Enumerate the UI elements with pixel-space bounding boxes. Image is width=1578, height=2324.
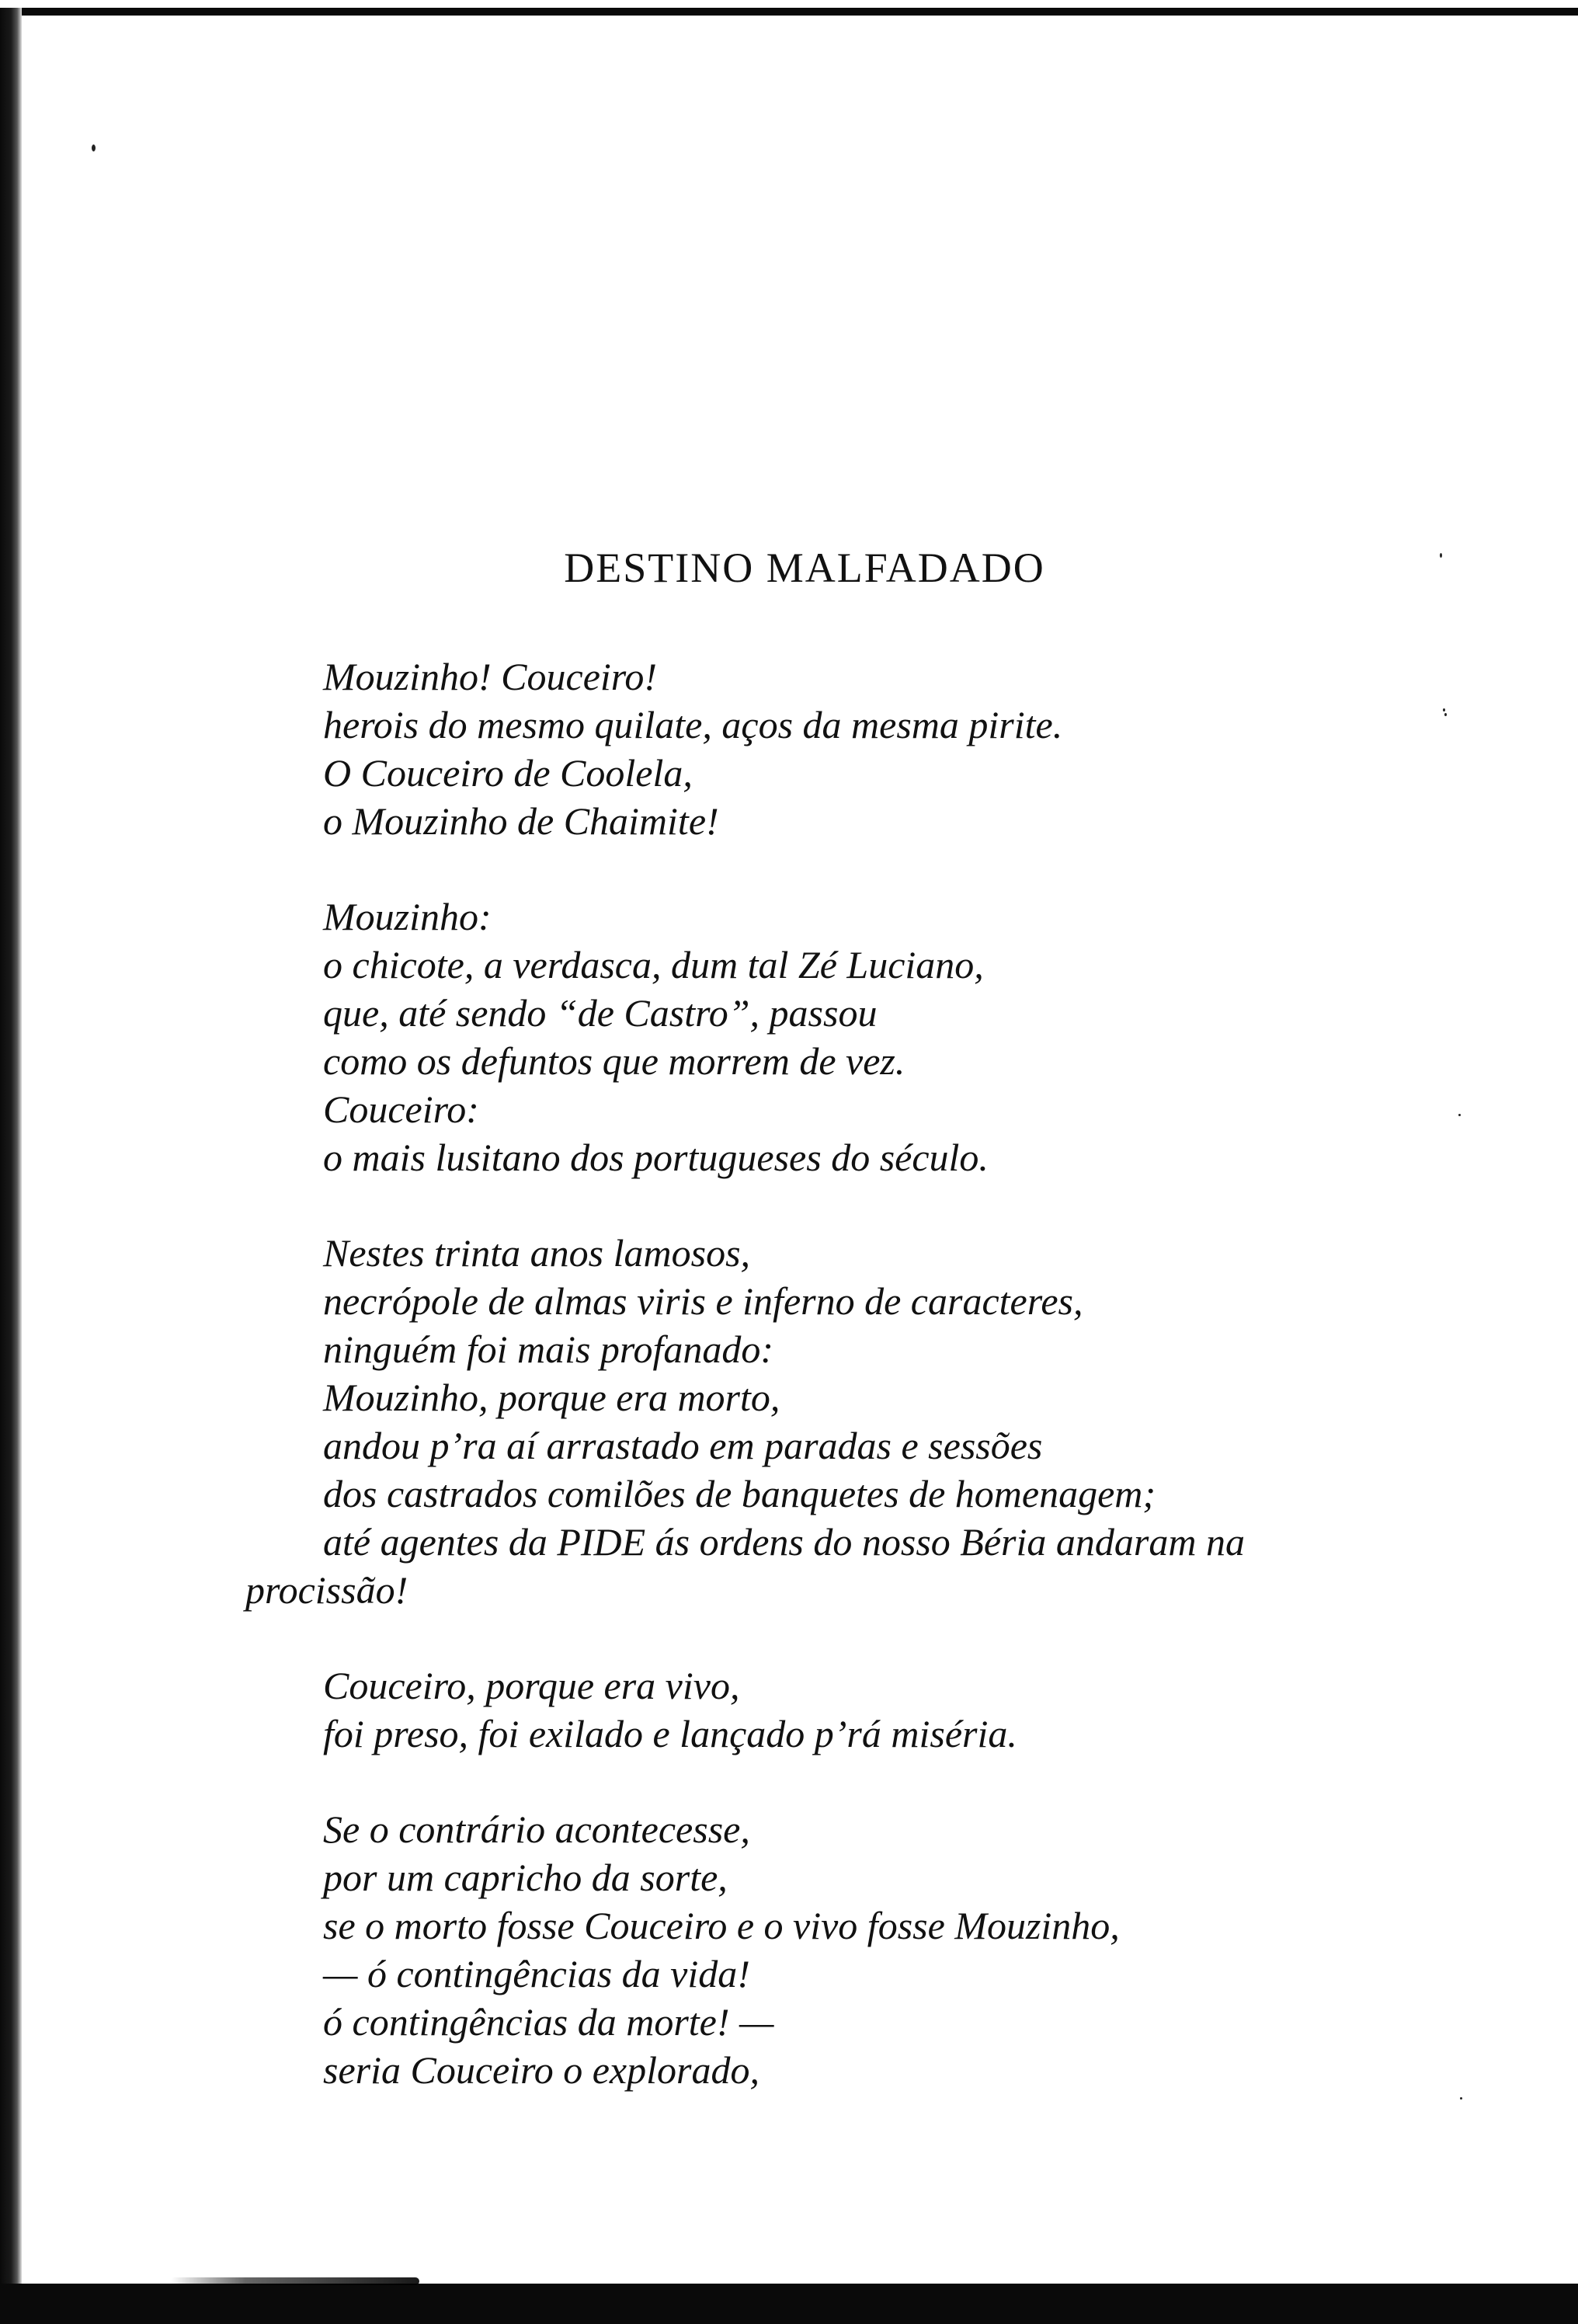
poem-line: Mouzinho, porque era morto,	[323, 1376, 780, 1419]
poem-line: o mais lusitano dos portugueses do século.	[323, 1136, 989, 1179]
poem-line: Mouzinho! Couceiro!	[323, 655, 658, 698]
poem-line: ninguém foi mais profanado:	[323, 1327, 774, 1371]
poem-stanza	[323, 892, 1535, 1181]
poem-line: procissão!	[245, 1568, 408, 1612]
poem-line: andou p’ra aí arrastado em paradas e sessões	[323, 1424, 1043, 1467]
page-title: DESTINO MALFADADO	[564, 544, 1045, 591]
poem-line: por um capricho da sorte,	[323, 1856, 728, 1899]
poem-stanza	[323, 652, 1535, 845]
poem-line: ó contingências da morte! —	[323, 2000, 774, 2044]
poem-line: O Couceiro de Coolela,	[323, 751, 693, 795]
scan-top-border	[0, 8, 1578, 16]
poem-stanza	[323, 1805, 1535, 2094]
scan-left-border	[0, 8, 22, 2299]
poem-stanza	[245, 1229, 1535, 1614]
scan-speck	[92, 144, 96, 151]
poem-line: necrópole de almas viris e inferno de caracteres,	[323, 1279, 1083, 1323]
poem-stanza	[323, 1661, 1535, 1758]
poem-line: Se o contrário acontecesse,	[323, 1807, 750, 1851]
poem-line: herois do mesmo quilate, aços da mesma pirite.	[323, 703, 1063, 746]
poem-line: Mouzinho:	[323, 895, 492, 938]
poem-body	[245, 652, 1535, 2141]
poem-line: Nestes trinta anos lamosos,	[323, 1231, 751, 1275]
poem-line: — ó contingências da vida!	[323, 1952, 750, 1995]
poem-line: o Mouzinho de Chaimite!	[323, 799, 719, 843]
poem-line: como os defuntos que morrem de vez.	[323, 1039, 905, 1083]
poem-line: Couceiro:	[323, 1087, 479, 1131]
poem-line: que, até sendo “de Castro”, passou	[323, 991, 878, 1035]
scan-smudge	[171, 2277, 419, 2285]
poem-line: Couceiro, porque era vivo,	[323, 1664, 740, 1707]
poem-line: se o morto fosse Couceiro e o vivo fosse Mouzinho,	[323, 1904, 1120, 1947]
poem-line: dos castrados comilões de banquetes de homenagem;	[323, 1472, 1156, 1515]
poem-line: até agentes da PIDE ás ordens do nosso Béria andaram na	[323, 1520, 1245, 1564]
poem-line: o chicote, a verdasca, dum tal Zé Luciano,	[323, 943, 984, 986]
poem-line: seria Couceiro o explorado,	[323, 2048, 759, 2092]
scan-bottom-border	[0, 2284, 1578, 2324]
poem-line: foi preso, foi exilado e lançado p’rá miséria.	[323, 1712, 1017, 1755]
